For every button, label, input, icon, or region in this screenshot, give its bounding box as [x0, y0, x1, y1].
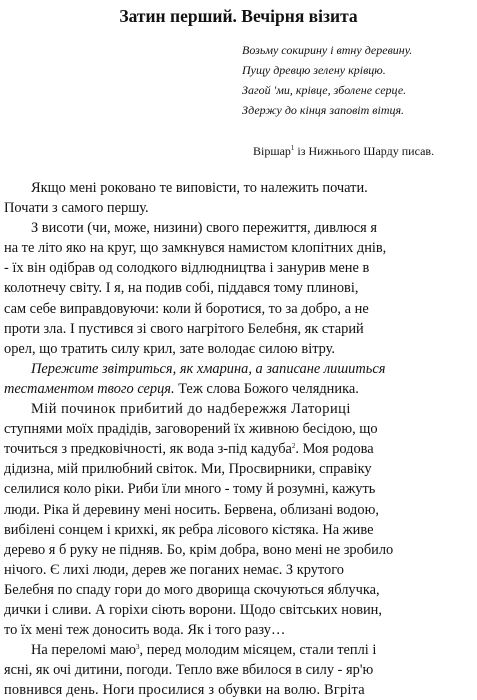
paragraph-1 [4, 178, 474, 218]
quote-source: Теж слова Божого челядника. [174, 380, 359, 397]
text-line: на те літо яко на круг, що замкнувся намистом клопітних днів, [4, 240, 387, 257]
text-line [4, 439, 474, 459]
epigraph-poem [242, 40, 474, 120]
text-fragment: . Моя родова [295, 441, 374, 458]
paragraph-2 [4, 218, 474, 359]
text-line: люди. Ріка й деревину мені носить. Бервена, облизані водою, [4, 501, 379, 518]
epigraph-attribution [253, 143, 434, 159]
text-fragment: , перед молодим місяцем, стали теплі і [139, 642, 377, 659]
body-text [4, 178, 474, 700]
text-line: - їх він одібрав од солодкого відлюдництва і занурив мене в [4, 260, 370, 277]
paragraph-5 [4, 640, 474, 700]
text-line: Белебня по спаду гори до мого дворища скочуються яблучка, [4, 581, 380, 598]
text-fragment: точиться з предковічності, як вода з-під кадуба [4, 441, 292, 458]
text-line: З висоти (чи, може, низини) свого пережиття, дивлюся я [31, 220, 377, 237]
paragraph-4 [4, 399, 474, 640]
epigraph-line: Пущу древцю зелену крівцю. [242, 63, 386, 77]
epigraph-line: Здержу до кінця заповіт вітця. [242, 103, 405, 117]
footnote-ref-1: 1 [290, 144, 295, 152]
footnote-ref-3: 3 [136, 643, 140, 652]
attribution-author: Віршар [253, 144, 291, 158]
text-line: вибілені сонцем і крихкі, як ребра лісового кістяка. На живе [4, 521, 374, 538]
text-line: Мій починок прибитий до надбережжя Латориці [31, 401, 351, 418]
quote-line: тестаментом твого серця. [4, 380, 175, 397]
paragraph-3 [4, 359, 474, 399]
epigraph-line: Загой 'ми, крівце, зболене серце. [242, 83, 407, 97]
text-line: селилися коло ріки. Риби їли много - тому й розумні, кажуть [4, 481, 376, 498]
text-line: сам себе виправдовуючи: коли й боротися, то за добро, а не [4, 300, 369, 317]
epigraph-line: Возьму сокирину і втну деревину. [242, 43, 413, 57]
text-line: Почати з самого першу. [4, 200, 149, 217]
text-line: проти зла. І пустився зі свого нагрітого Белебня, як старий [4, 320, 364, 337]
text-line: дички і сливи. А горіхи сіють ворони. Щодо світських новин, [4, 601, 382, 618]
text-fragment: На переломі маю [31, 642, 136, 659]
text-line: орел, що тратить силу крил, зате володає силою вітру. [4, 340, 336, 357]
footnote-ref-2: 2 [291, 442, 296, 451]
attribution-source: із Нижнього Шарду писав. [294, 144, 435, 158]
text-line: Якщо мені роковано те виповісти, то належить почати. [31, 180, 368, 196]
text-line: ступнями моїх прадідів, заговорений їх живною бесідою, що [4, 421, 378, 438]
text-line [4, 379, 474, 399]
text-line: повнився день. Ноги просилися з обувки на волю. Вгріта [4, 682, 365, 699]
text-line: колотнечу світу. І я, на подив собі, піддався тому плинові, [4, 280, 359, 297]
text-line: дерево я б руку не підняв. Бо, крім добра, воно мені не зробило [4, 541, 394, 558]
text-line: то їх мені теж доносить вода. Як і того разу… [4, 622, 286, 639]
text-line: дідизна, мій прилюбний світок. Ми, Просвирники, справіку [4, 461, 372, 478]
text-line: ясні, як очі дитини, погоди. Тепло вже вбилося в силу - яр'ю [4, 662, 374, 679]
text-line [4, 640, 474, 660]
chapter-title: Затин перший. Вечірня візита [119, 6, 358, 26]
text-line: нічого. Є лихі люди, дерев же поганих немає. З крутого [4, 561, 344, 578]
quote-line: Пережите звітриться, як хмарина, а записане лишиться [31, 360, 386, 377]
